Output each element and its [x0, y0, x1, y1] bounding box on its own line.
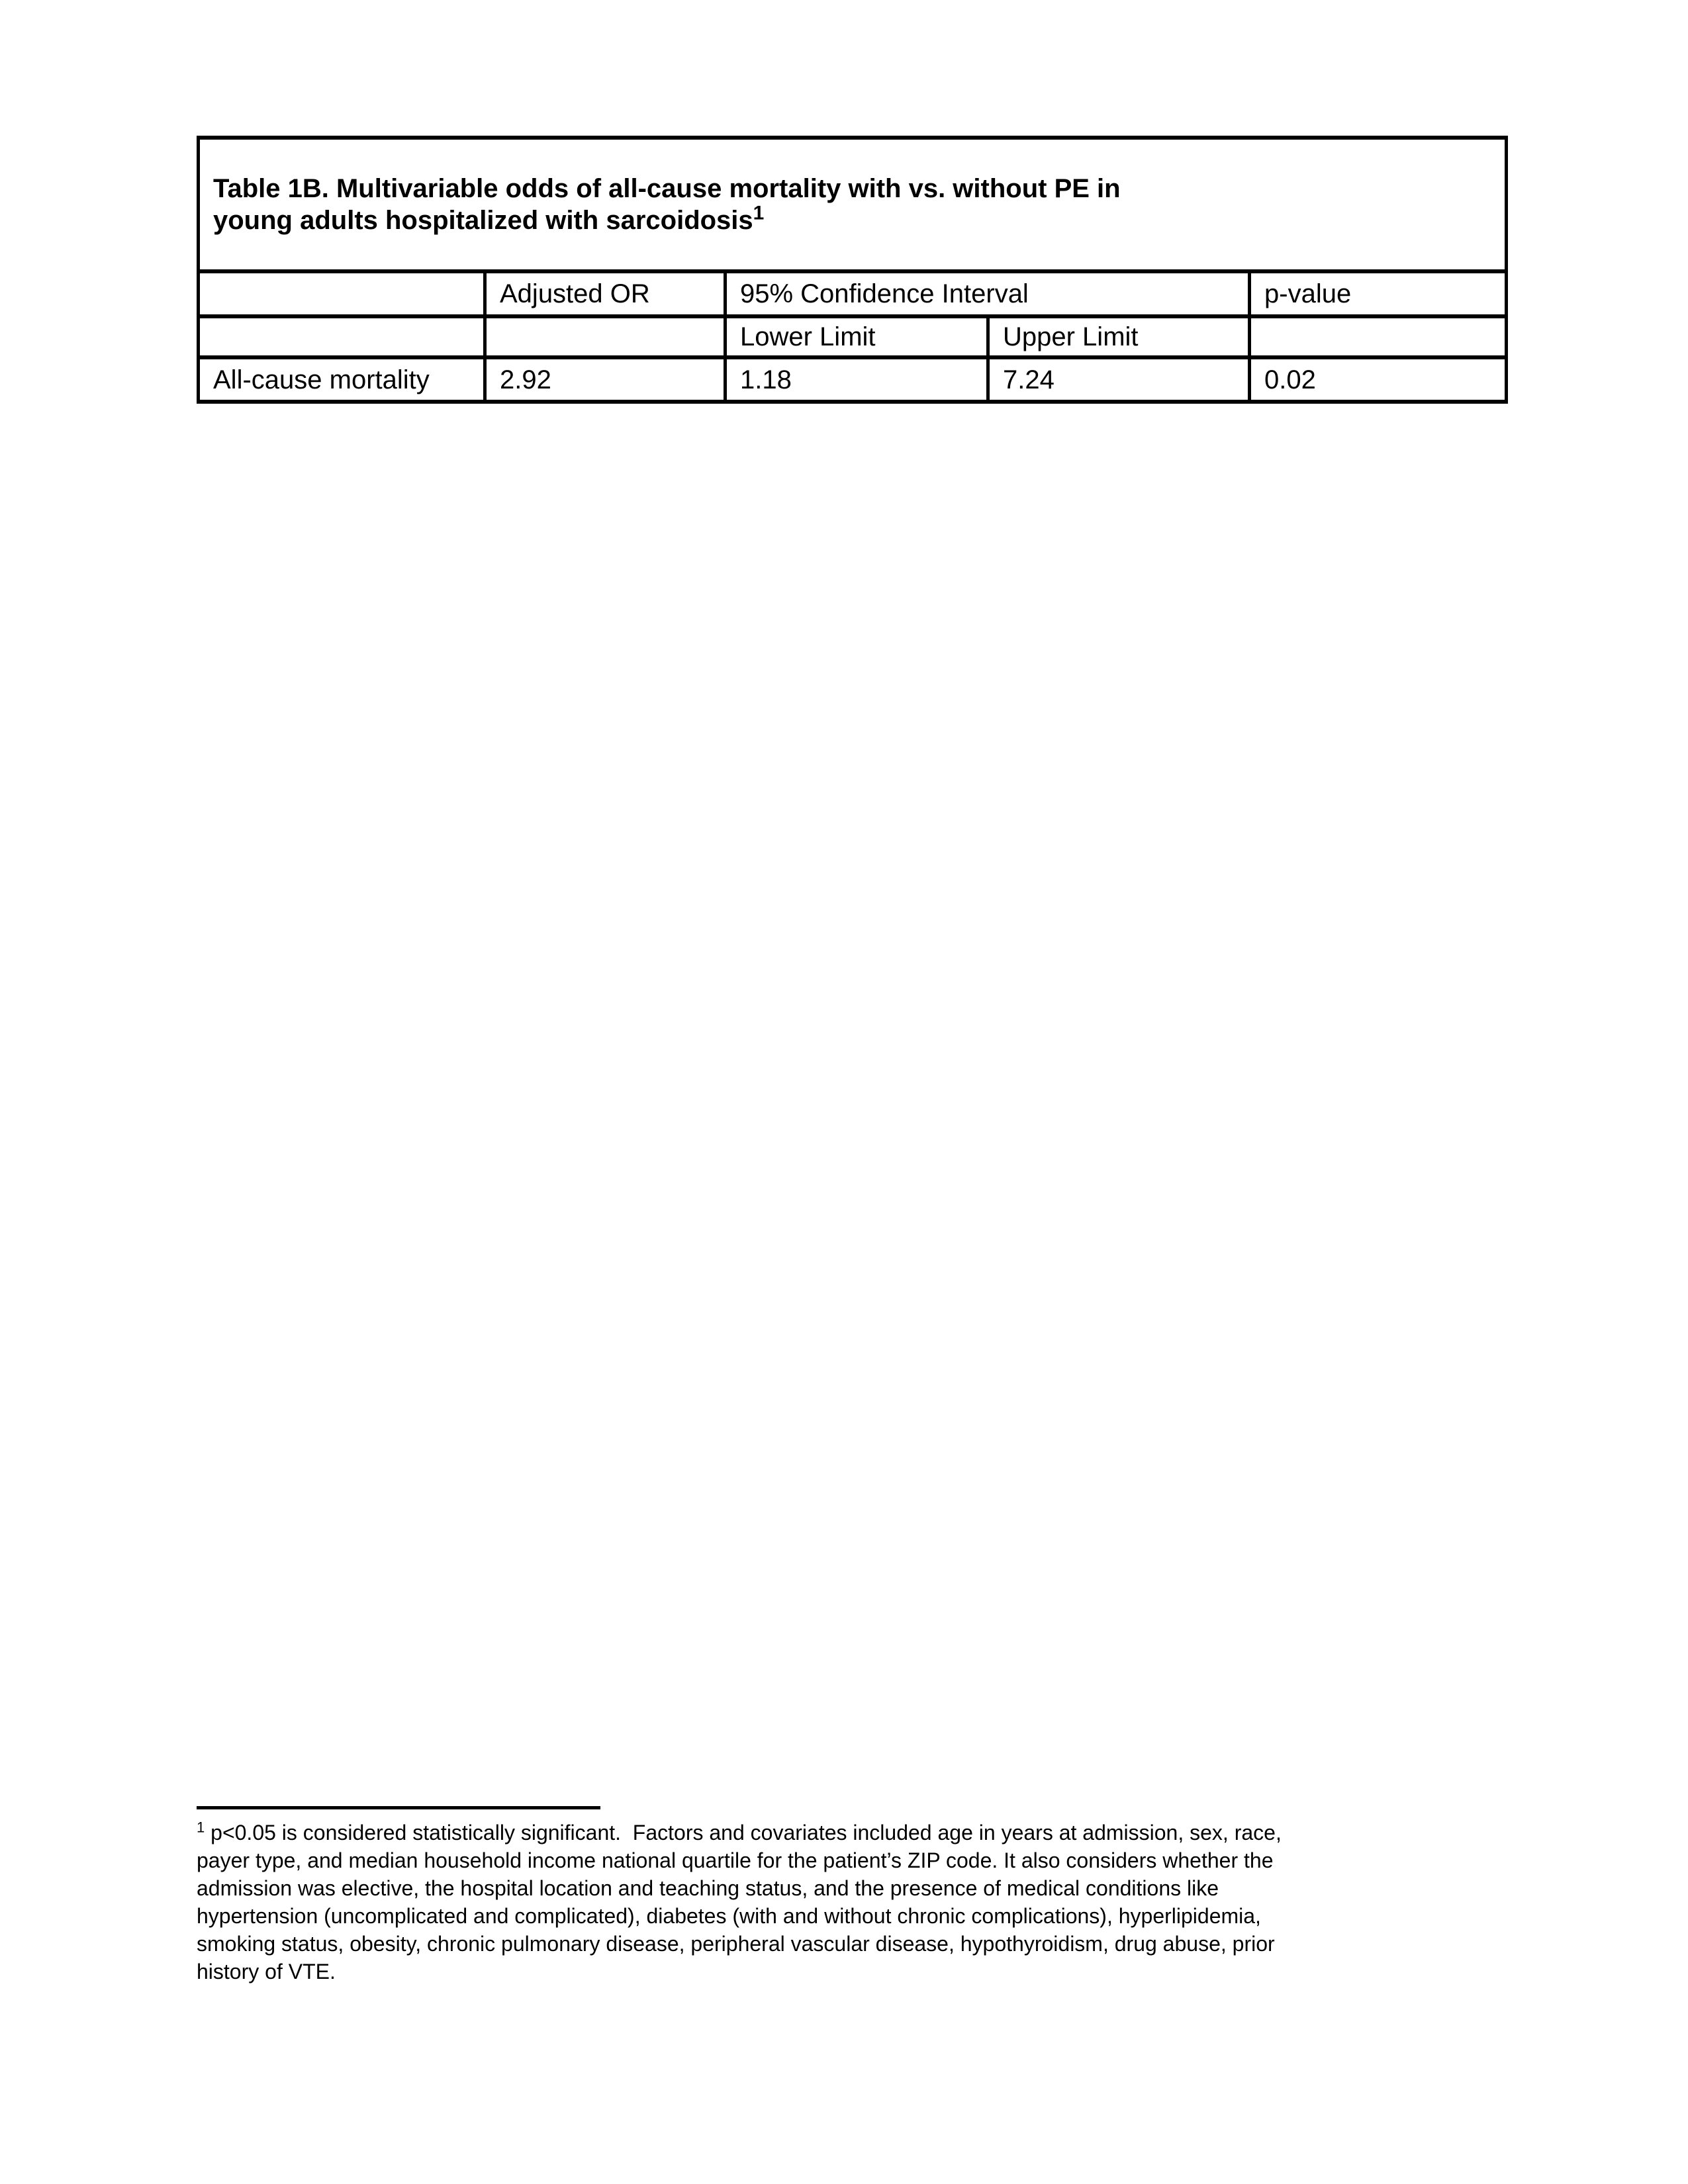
table-title-text-2: young adults hospitalized with sarcoidosis — [213, 206, 753, 235]
footnote-line-1-text: p<0.05 is considered statistically significant. Factors and covariates included age in years at admission, sex, race, — [205, 1821, 1282, 1844]
table-header-row-1 — [199, 271, 1507, 316]
value-p-value: 0.02 — [1250, 357, 1507, 402]
header2-cell-empty-p-value — [1250, 316, 1507, 357]
column-header-lower-limit: Lower Limit — [726, 316, 988, 357]
value-upper-limit: 7.24 — [988, 357, 1250, 402]
table-title-line-2 — [213, 202, 1491, 236]
table-title-cell — [199, 138, 1507, 271]
header2-cell-empty-adjusted-or — [485, 316, 726, 357]
column-header-upper-limit: Upper Limit — [988, 316, 1250, 357]
column-header-adjusted-or: Adjusted OR — [485, 271, 726, 316]
footnote-line-5: smoking status, obesity, chronic pulmonary disease, peripheral vascular disease, hypothyroidism, drug abuse, prior — [197, 1932, 1275, 1956]
footnote-separator-rule — [197, 1806, 600, 1809]
table-title-row — [199, 138, 1507, 271]
value-lower-limit: 1.18 — [726, 357, 988, 402]
header2-cell-empty-rowlabel — [199, 316, 485, 357]
table-title-text-1: Table 1B. Multivariable odds of all-cause mortality with vs. without PE in — [213, 174, 1121, 203]
header-cell-empty-rowlabel — [199, 271, 485, 316]
value-adjusted-or: 2.92 — [485, 357, 726, 402]
footnote-line-3: admission was elective, the hospital location and teaching status, and the presence of medical conditions like — [197, 1876, 1219, 1900]
table-data-row — [199, 357, 1507, 402]
table-header-row-2 — [199, 316, 1507, 357]
footnote-line-1 — [197, 1819, 1491, 1846]
footnote-line-2: payer type, and median household income national quartile for the patient’s ZIP code. It also considers whether the — [197, 1848, 1274, 1872]
footnote-line-4: hypertension (uncomplicated and complicated), diabetes (with and without chronic complications), hyperlipidemia, — [197, 1904, 1261, 1928]
footnote-marker: 1 — [197, 1819, 205, 1836]
table-title-line-1 — [213, 173, 1491, 205]
results-table — [197, 136, 1508, 404]
footnote-block — [197, 1819, 1491, 1985]
row-label-all-cause-mortality: All-cause mortality — [199, 357, 485, 402]
column-header-p-value: p-value — [1250, 271, 1507, 316]
footnote-line-6: history of VTE. — [197, 1960, 336, 1983]
column-header-confidence-interval: 95% Confidence Interval — [726, 271, 1250, 316]
table-title-footnote-marker: 1 — [753, 202, 765, 224]
